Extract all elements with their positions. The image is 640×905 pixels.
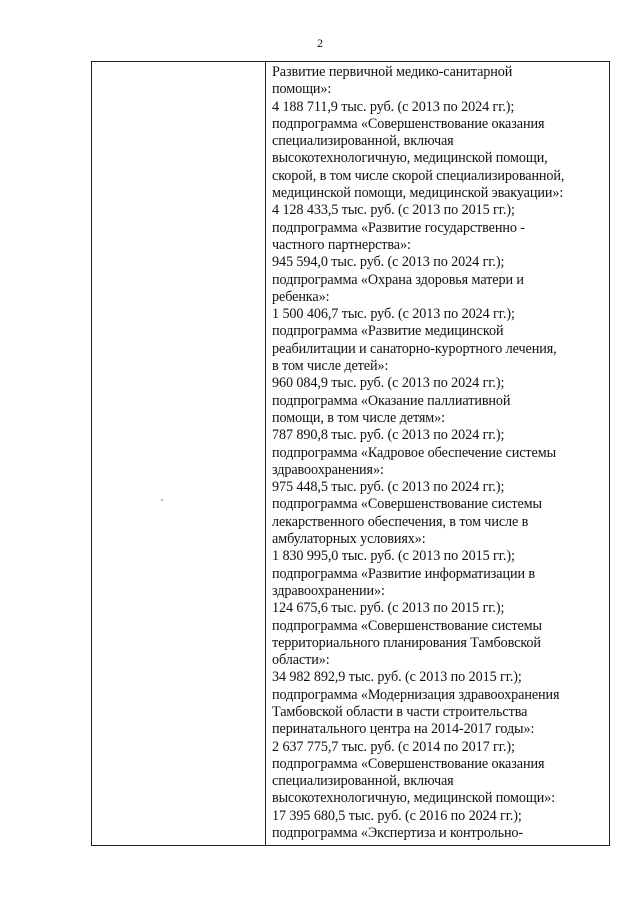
text-line: 960 084,9 тыс. руб. (с 2013 по 2024 гг.); xyxy=(272,375,505,392)
text-line: здравоохранении»: xyxy=(272,582,385,599)
text-line: частного партнерства»: xyxy=(272,236,411,253)
text-line: специализированной, включая xyxy=(272,773,454,790)
scan-speck xyxy=(161,499,163,501)
text-line: здравоохранения»: xyxy=(272,461,384,478)
text-line: подпрограмма «Развитие медицинской xyxy=(272,323,504,340)
text-line: амбулаторных условиях»: xyxy=(272,531,426,548)
text-line: подпрограмма «Экспертиза и контрольно- xyxy=(272,825,524,842)
text-line: 945 594,0 тыс. руб. (с 2013 по 2024 гг.); xyxy=(272,254,505,271)
text-line: подпрограмма «Кадровое обеспечение системы xyxy=(272,444,557,461)
text-line: подпрограмма «Совершенствование системы xyxy=(272,496,542,513)
text-line: помощи, в том числе детям»: xyxy=(272,409,446,426)
table-left-cell xyxy=(92,62,266,845)
text-line: перинатального центра на 2014-2017 годы»: xyxy=(272,721,535,738)
text-line: подпрограмма «Совершенствование системы xyxy=(272,617,542,634)
text-line: специализированной, включая xyxy=(272,133,454,150)
text-line: высокотехнологичную, медицинской помощи»: xyxy=(272,790,556,807)
text-line: 2 637 775,7 тыс. руб. (с 2014 по 2017 гг.); xyxy=(272,738,515,755)
text-line: высокотехнологичную, медицинской помощи, xyxy=(272,150,548,167)
text-line: подпрограмма «Совершенствование оказания xyxy=(272,115,545,132)
text-line: Развитие первичной медико-санитарной xyxy=(272,64,513,80)
text-line: подпрограмма «Совершенствование оказания xyxy=(272,755,545,772)
page-number: 2 xyxy=(317,36,323,50)
text-line: помощи»: xyxy=(272,81,332,98)
text-line: 1 500 406,7 тыс. руб. (с 2013 по 2024 гг.); xyxy=(272,306,515,323)
text-line: 1 830 995,0 тыс. руб. (с 2013 по 2015 гг.); xyxy=(272,548,515,565)
text-line: подпрограмма «Развитие государственно - xyxy=(272,219,525,236)
text-line: 787 890,8 тыс. руб. (с 2013 по 2024 гг.); xyxy=(272,427,505,444)
text-line: реабилитации и санаторно-курортного лечения, xyxy=(272,340,557,357)
table-right-cell xyxy=(266,62,609,845)
text-line: лекарственного обеспечения, в том числе в xyxy=(272,513,529,530)
text-line: 4 188 711,9 тыс. руб. (с 2013 по 2024 гг.); xyxy=(272,98,515,115)
text-line: территориального планирования Тамбовской xyxy=(272,634,541,651)
text-line: подпрограмма «Охрана здоровья матери и xyxy=(272,271,524,288)
text-line: 975 448,5 тыс. руб. (с 2013 по 2024 гг.); xyxy=(272,479,505,496)
text-line: Тамбовской области в части строительства xyxy=(272,703,528,720)
text-line: 124 675,6 тыс. руб. (с 2013 по 2015 гг.); xyxy=(272,600,505,617)
text-line: медицинской помощи, медицинской эвакуации»: xyxy=(272,185,564,202)
text-line: 17 395 680,5 тыс. руб. (с 2016 по 2024 гг.); xyxy=(272,807,522,824)
text-line: 4 128 433,5 тыс. руб. (с 2013 по 2015 гг.); xyxy=(272,202,515,219)
text-line: в том числе детей»: xyxy=(272,358,389,375)
text-line: 34 982 892,9 тыс. руб. (с 2013 по 2015 гг.); xyxy=(272,669,522,686)
document-table xyxy=(91,61,610,846)
text-line: ребенка»: xyxy=(272,288,330,305)
text-line: области»: xyxy=(272,652,330,669)
text-line: подпрограмма «Оказание паллиативной xyxy=(272,392,511,409)
text-line: скорой, в том числе скорой специализированной, xyxy=(272,167,565,184)
text-line: подпрограмма «Модернизация здравоохранения xyxy=(272,686,560,703)
text-line: подпрограмма «Развитие информатизации в xyxy=(272,565,535,582)
